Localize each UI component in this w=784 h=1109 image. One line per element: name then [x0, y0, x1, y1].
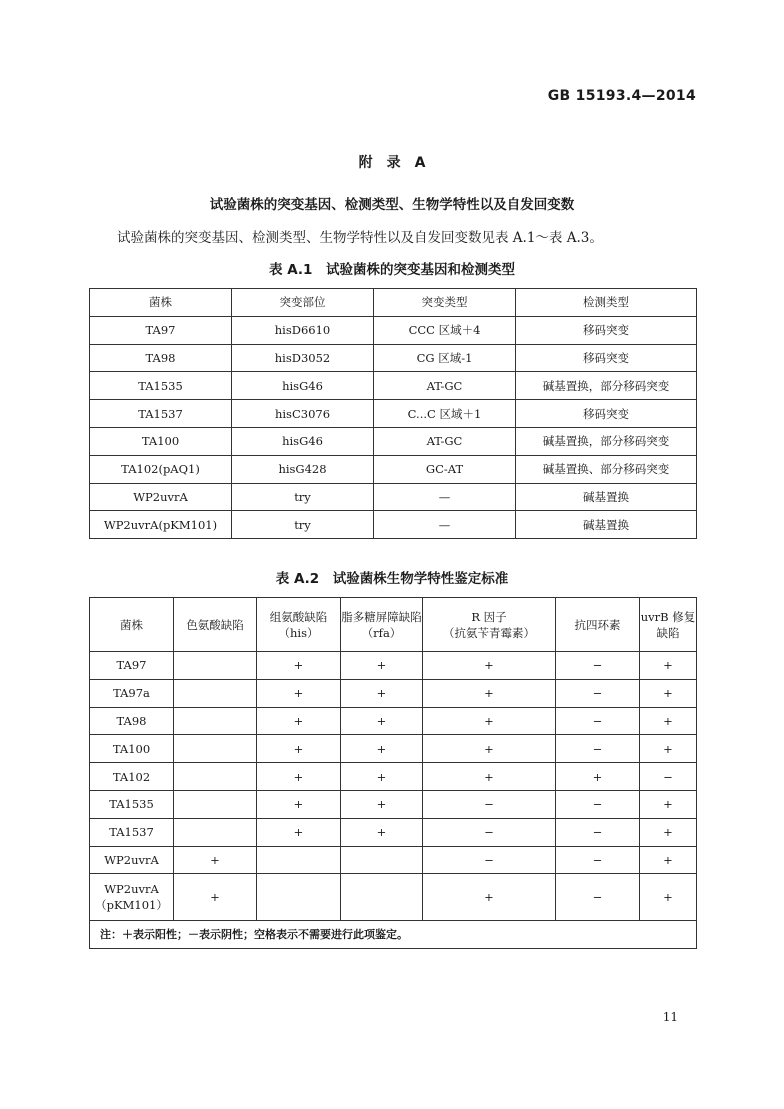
table-row	[90, 846, 697, 874]
cell-type: GC-AT	[374, 455, 516, 483]
table-row	[90, 455, 697, 483]
cell-r: −	[423, 818, 556, 846]
cell-trp	[174, 679, 257, 707]
cell-detection: 移码突变	[516, 400, 697, 428]
cell-rfa: +	[341, 818, 423, 846]
cell-uvrb: +	[640, 652, 697, 680]
cell-his: +	[257, 707, 341, 735]
cell-tet: −	[556, 874, 640, 921]
cell-tet: −	[556, 707, 640, 735]
header-mutation-site: 突变部位	[232, 289, 374, 317]
cell-tet: −	[556, 679, 640, 707]
header-his-line2: （his）	[278, 625, 319, 640]
cell-site: try	[232, 483, 374, 511]
table-row	[90, 874, 697, 921]
cell-r: +	[423, 874, 556, 921]
cell-uvrb: +	[640, 735, 697, 763]
cell-type: —	[374, 511, 516, 539]
header-uvrb-line1: uvrB 修复	[640, 609, 696, 624]
header-mutation-type: 突变类型	[374, 289, 516, 317]
cell-his: +	[257, 763, 341, 791]
cell-tet: −	[556, 735, 640, 763]
cell-uvrb: +	[640, 846, 697, 874]
table-row	[90, 707, 697, 735]
cell-rfa	[341, 874, 423, 921]
cell-strain: TA97	[90, 316, 232, 344]
table-row	[90, 372, 697, 400]
cell-strain: TA1537	[90, 400, 232, 428]
strain-line2: （pKM101）	[95, 898, 168, 913]
header-rfa-line1: 脂多糖屏障缺陷	[341, 609, 422, 624]
cell-rfa	[341, 846, 423, 874]
table-row	[90, 790, 697, 818]
cell-r: +	[423, 679, 556, 707]
cell-strain: TA1537	[90, 818, 174, 846]
cell-r: −	[423, 846, 556, 874]
table-row	[90, 316, 697, 344]
cell-detection: 碱基置换、部分移码突变	[516, 455, 697, 483]
table-a1-header-row	[90, 289, 697, 317]
cell-detection: 碱基置换，部分移码突变	[516, 372, 697, 400]
table-a2	[89, 597, 697, 949]
cell-r: −	[423, 790, 556, 818]
cell-type: AT-GC	[374, 372, 516, 400]
table-a1-caption: 表 A.1 试验菌株的突变基因和检测类型	[269, 262, 515, 278]
cell-his	[257, 874, 341, 921]
header-r-line2: （抗氨苄青霉素）	[443, 625, 535, 640]
cell-his: +	[257, 652, 341, 680]
table-row	[90, 483, 697, 511]
table-a2-caption: 表 A.2 试验菌株生物学特性鉴定标准	[275, 571, 509, 587]
cell-strain: WP2uvrA	[90, 483, 232, 511]
table-row	[90, 818, 697, 846]
cell-uvrb: −	[640, 763, 697, 791]
cell-site: hisG46	[232, 427, 374, 455]
header-rfa-line2: （rfa）	[361, 625, 402, 640]
cell-rfa: +	[341, 790, 423, 818]
cell-site: hisC3076	[232, 400, 374, 428]
cell-strain: WP2uvrA(pKM101)	[90, 511, 232, 539]
header-his-line1: 组氨酸缺陷	[269, 609, 328, 624]
cell-trp	[174, 735, 257, 763]
cell-type: C...C 区域＋1	[374, 400, 516, 428]
cell-rfa: +	[341, 679, 423, 707]
cell-trp: +	[174, 874, 257, 921]
cell-rfa: +	[341, 652, 423, 680]
header-his	[257, 598, 341, 652]
cell-uvrb: +	[640, 818, 697, 846]
table-row	[90, 735, 697, 763]
cell-his: +	[257, 735, 341, 763]
cell-strain: TA98	[90, 344, 232, 372]
cell-site: hisG428	[232, 455, 374, 483]
cell-strain: TA1535	[90, 790, 174, 818]
header-r-line1: R 因子	[471, 609, 507, 624]
cell-type: AT-GC	[374, 427, 516, 455]
cell-rfa: +	[341, 763, 423, 791]
cell-his: +	[257, 818, 341, 846]
cell-r: +	[423, 763, 556, 791]
cell-strain	[90, 874, 174, 921]
cell-trp	[174, 707, 257, 735]
cell-detection: 移码突变	[516, 316, 697, 344]
cell-trp	[174, 790, 257, 818]
cell-strain: TA100	[90, 735, 174, 763]
header-detection-type: 检测类型	[516, 289, 697, 317]
page-number: 11	[662, 1010, 678, 1024]
header-r-factor	[423, 598, 556, 652]
cell-tet: −	[556, 652, 640, 680]
table-row	[90, 763, 697, 791]
cell-tet: −	[556, 846, 640, 874]
cell-his	[257, 846, 341, 874]
strain-line1: WP2uvrA	[104, 882, 159, 897]
cell-r: +	[423, 735, 556, 763]
table-row	[90, 427, 697, 455]
appendix-title: 附 录 A	[358, 155, 426, 171]
cell-type: —	[374, 483, 516, 511]
cell-uvrb: +	[640, 790, 697, 818]
table-row	[90, 652, 697, 680]
standard-number: GB 15193.4—2014	[547, 88, 696, 104]
cell-trp	[174, 763, 257, 791]
header-strain: 菌株	[90, 289, 232, 317]
intro-paragraph: 试验菌株的突变基因、检测类型、生物学特性以及自发回变数见表 A.1～表 A.3。	[117, 230, 603, 246]
table-note: 注：＋表示阳性；－表示阴性；空格表示不需要进行此项鉴定。	[90, 921, 697, 949]
cell-strain: TA97	[90, 652, 174, 680]
cell-detection: 碱基置换	[516, 511, 697, 539]
cell-tet: −	[556, 790, 640, 818]
table-a1	[89, 288, 697, 539]
header-uvrb-line2: 缺陷	[656, 625, 680, 640]
cell-uvrb: +	[640, 707, 697, 735]
cell-strain: TA98	[90, 707, 174, 735]
cell-his: +	[257, 790, 341, 818]
cell-strain: TA102	[90, 763, 174, 791]
cell-r: +	[423, 652, 556, 680]
appendix-subtitle: 试验菌株的突变基因、检测类型、生物学特性以及自发回变数	[209, 197, 575, 213]
cell-strain: TA102(pAQ1)	[90, 455, 232, 483]
cell-type: CG 区域-1	[374, 344, 516, 372]
cell-trp	[174, 652, 257, 680]
cell-rfa: +	[341, 707, 423, 735]
cell-type: CCC 区域＋4	[374, 316, 516, 344]
cell-his: +	[257, 679, 341, 707]
table-note-row	[90, 921, 697, 949]
cell-strain: WP2uvrA	[90, 846, 174, 874]
header-tetracycline: 抗四环素	[556, 598, 640, 652]
header-trp: 色氨酸缺陷	[174, 598, 257, 652]
cell-rfa: +	[341, 735, 423, 763]
table-row	[90, 344, 697, 372]
cell-trp: +	[174, 846, 257, 874]
header-uvrb	[640, 598, 697, 652]
cell-tet: −	[556, 818, 640, 846]
cell-site: try	[232, 511, 374, 539]
cell-strain: TA97a	[90, 679, 174, 707]
cell-tet: +	[556, 763, 640, 791]
cell-trp	[174, 818, 257, 846]
cell-detection: 碱基置换	[516, 483, 697, 511]
table-row	[90, 679, 697, 707]
table-a2-header-row	[90, 598, 697, 652]
header-strain: 菌株	[90, 598, 174, 652]
cell-r: +	[423, 707, 556, 735]
cell-detection: 碱基置换，部分移码突变	[516, 427, 697, 455]
cell-site: hisD3052	[232, 344, 374, 372]
cell-site: hisD6610	[232, 316, 374, 344]
cell-detection: 移码突变	[516, 344, 697, 372]
table-row	[90, 400, 697, 428]
cell-site: hisG46	[232, 372, 374, 400]
header-rfa	[341, 598, 423, 652]
cell-uvrb: +	[640, 874, 697, 921]
cell-strain: TA1535	[90, 372, 232, 400]
cell-strain: TA100	[90, 427, 232, 455]
cell-uvrb: +	[640, 679, 697, 707]
table-row	[90, 511, 697, 539]
